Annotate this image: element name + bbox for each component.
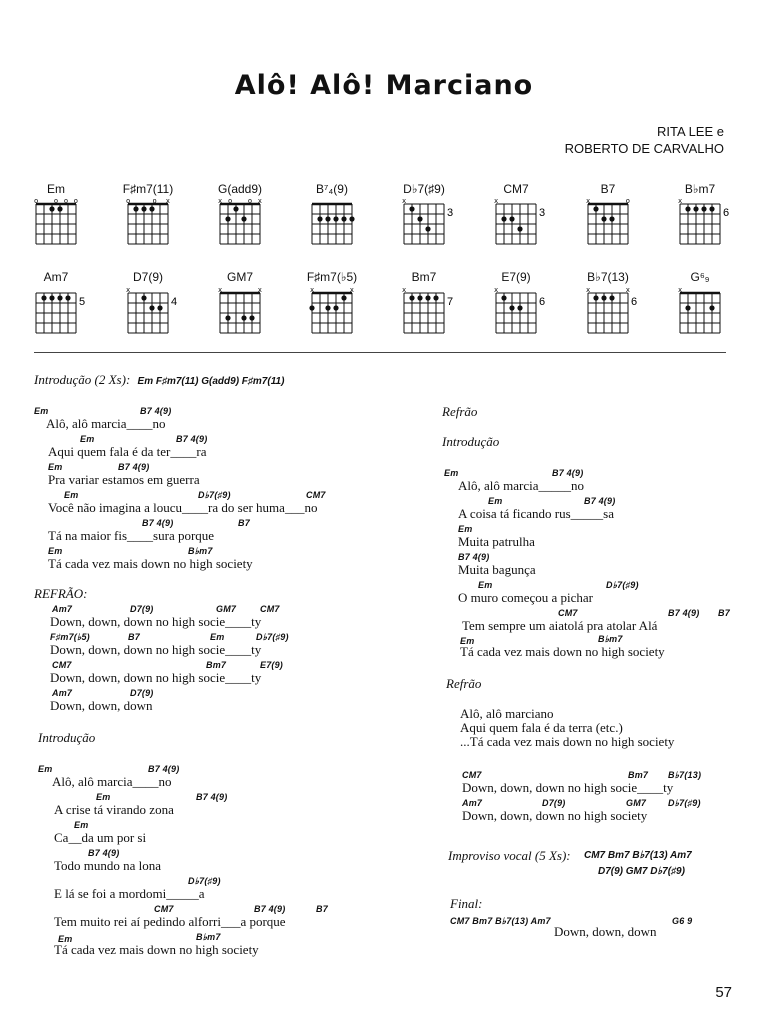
fret-number: 3 — [539, 207, 546, 219]
finger-dot — [141, 295, 146, 300]
section-label: Refrão — [446, 676, 482, 691]
chord-symbol: B7 4(9) — [88, 848, 120, 858]
finger-dot — [49, 295, 54, 300]
open-muted-markers: x x — [586, 286, 630, 294]
chord-diagram — [36, 198, 90, 248]
finger-dot — [57, 295, 62, 300]
chord-symbol: Em — [488, 496, 503, 506]
finger-dot — [409, 295, 414, 300]
chord-name: B♭m7 — [684, 182, 716, 196]
lyric-line: Tá cada vez mais down no high society — [460, 644, 665, 659]
chord-symbol: B7 4(9) — [584, 496, 616, 506]
chord-name: CM7 — [503, 182, 529, 196]
finger-dot — [225, 216, 230, 221]
chord-symbol: B7 — [238, 518, 250, 528]
open-muted-markers: x x — [218, 286, 262, 294]
finger-dot — [693, 206, 698, 211]
finger-dot — [685, 305, 690, 310]
section-label: Introdução — [442, 434, 500, 449]
chord-symbol: B7 4(9) — [196, 792, 228, 802]
chord-symbol: F♯m7(♭5) — [50, 632, 90, 642]
finger-dot — [241, 216, 246, 221]
chord-diagram — [220, 287, 274, 337]
lyric-line: Você não imagina a loucu____ra do ser huma___no — [48, 500, 318, 515]
chord-symbol: Bm7 — [206, 660, 227, 670]
chord-name: F♯m7(♭5) — [306, 270, 358, 284]
chord-symbol: B7 4(9) — [148, 764, 180, 774]
chord-diagram — [680, 287, 734, 337]
finger-dot — [593, 295, 598, 300]
open-muted-markers: x — [678, 286, 683, 294]
finger-dot — [517, 305, 522, 310]
chord-name: GM7 — [226, 270, 253, 284]
lyric-line: A coisa tá ficando rus_____sa — [458, 506, 614, 521]
chord-symbol: Em — [80, 434, 95, 444]
chord-diagram — [312, 287, 366, 337]
finger-dot — [609, 295, 614, 300]
lyric-line: Muita patrulha — [458, 534, 535, 549]
section-label: REFRÃO: — [34, 586, 88, 601]
chord-symbol: E7(9) — [260, 660, 284, 670]
chord-diagram — [588, 198, 642, 248]
finger-dot — [309, 305, 314, 310]
finger-dot — [593, 206, 598, 211]
finger-dot — [509, 305, 514, 310]
chord-diagram — [220, 198, 274, 248]
chord-symbol: B7 — [128, 632, 140, 642]
open-muted-markers: x — [494, 286, 499, 294]
chord-symbol: Em — [74, 820, 89, 830]
finger-dot — [325, 216, 330, 221]
lyric-line: Ca__da um por si — [54, 830, 147, 845]
author-line-1: RITA LEE e — [657, 124, 724, 139]
finger-dot — [333, 305, 338, 310]
lyric-line: E lá se foi a mordomi_____a — [54, 886, 205, 901]
lyric-line: A crise tá virando zona — [54, 802, 174, 817]
lyric-line: Down, down, down no high socie____ty — [50, 614, 262, 629]
chord-symbol: D♭7(♯9) — [606, 580, 639, 590]
section-label: Introdução — [38, 730, 96, 745]
chord-diagram — [404, 198, 458, 248]
author-line-2: ROBERTO DE CARVALHO — [564, 141, 724, 156]
chord-symbol: D♭7(♯9) — [256, 632, 289, 642]
lyric-line: Tem muito rei aí pedindo alforri___a porque — [54, 914, 286, 929]
lyric-line: Down, down, down no high socie____ty — [462, 780, 674, 795]
intro-chords: Em F♯m7(11) G(add9) F♯m7(11) — [137, 376, 285, 387]
fret-number: 3 — [447, 207, 454, 219]
chord-symbol: Em — [460, 636, 475, 646]
chord-diagram — [496, 198, 550, 248]
finger-dot — [57, 206, 62, 211]
chord-symbol: D7(9) — [130, 688, 154, 698]
finger-dot — [157, 305, 162, 310]
chord-name: B⁷₄(9) — [316, 182, 348, 196]
chord-symbol: Em — [34, 406, 49, 416]
lyric-line: Down, down, down no high socie____ty — [50, 670, 262, 685]
chord-symbol: B♭m7 — [196, 932, 221, 942]
finger-dot — [685, 206, 690, 211]
lyric-line: Aqui quem fala é da ter____ra — [48, 444, 207, 459]
finger-dot — [133, 206, 138, 211]
finger-dot — [709, 206, 714, 211]
section-label: Final: — [450, 896, 483, 911]
finger-dot — [601, 295, 606, 300]
finger-dot — [325, 305, 330, 310]
chord-symbol: B♭7(13) — [668, 770, 702, 780]
chord-name: G⁶₉ — [690, 270, 710, 284]
finger-dot — [509, 216, 514, 221]
lyric-line: Tem sempre um aiatolá pra atolar Alá — [462, 618, 658, 633]
chord-symbol: D7(9) — [542, 798, 566, 808]
chord-symbol: Am7 — [52, 688, 73, 698]
finger-dot — [341, 295, 346, 300]
fret-number: 6 — [723, 207, 730, 219]
chord-symbol: Em — [478, 580, 493, 590]
lyric-line: Aqui quem fala é da terra (etc.) — [460, 720, 623, 735]
open-muted-markers: x — [494, 197, 499, 205]
finger-dot — [65, 295, 70, 300]
chord-symbol: CM7 — [260, 604, 280, 614]
chord-diagrams — [0, 0, 768, 350]
chord-diagram — [588, 287, 642, 337]
chord-symbol: Em — [444, 468, 459, 478]
chord-symbol: Em — [96, 792, 111, 802]
chord-symbol: GM7 — [626, 798, 647, 808]
chord-diagram — [128, 287, 182, 337]
lyric-line: Muita bagunça — [458, 562, 536, 577]
lyric-line: Tá cada vez mais down no high society — [54, 942, 259, 957]
chord-symbol: B7 4(9) — [140, 406, 172, 416]
lyric-line: ...Tá cada vez mais down no high society — [460, 734, 675, 749]
chord-symbol: D♭7(♯9) — [198, 490, 231, 500]
chord-symbol: G6 9 — [672, 916, 693, 926]
finger-dot — [41, 295, 46, 300]
chord-symbol: Em — [38, 764, 53, 774]
finger-dot — [709, 305, 714, 310]
finger-dot — [241, 315, 246, 320]
song-title: Alô! Alô! Marciano — [234, 70, 534, 101]
chord-symbol: B7 — [718, 608, 730, 618]
finger-dot — [317, 216, 322, 221]
chord-symbol: Em — [64, 490, 79, 500]
fret-number: 6 — [539, 296, 546, 308]
open-muted-markers: x — [678, 197, 683, 205]
chord-symbol: Am7 — [52, 604, 73, 614]
chord-name: B♭7(13) — [587, 270, 629, 284]
chord-symbol: B7 4(9) — [458, 552, 490, 562]
chord-symbol: B7 — [316, 904, 328, 914]
chord-name: E7(9) — [501, 270, 531, 284]
chord-symbol: Bm7 — [628, 770, 649, 780]
chord-symbol: CM7 — [462, 770, 482, 780]
chord-symbol: CM7 — [154, 904, 174, 914]
lyric-line: Tá cada vez mais down no high society — [48, 556, 253, 571]
chord-symbol: B7 4(9) — [552, 468, 584, 478]
section-divider — [34, 352, 726, 353]
chord-diagram — [312, 198, 366, 248]
lyric-line: Alô, alô marcia____no — [52, 774, 172, 789]
chord-symbol: D♭7(♯9) — [188, 876, 221, 886]
chord-symbol: Am7 — [462, 798, 483, 808]
finger-dot — [501, 295, 506, 300]
lyric-line: Alô, alô marciano — [460, 706, 554, 721]
chord-diagram — [404, 287, 458, 337]
open-muted-markers: o ox — [126, 197, 170, 205]
chord-name: F♯m7(11) — [122, 182, 174, 196]
lyric-line: Todo mundo na lona — [54, 858, 162, 873]
lyric-line: Down, down, down no high society — [462, 808, 648, 823]
finger-dot — [501, 216, 506, 221]
finger-dot — [149, 206, 154, 211]
finger-dot — [49, 206, 54, 211]
finger-dot — [425, 226, 430, 231]
fret-number: 7 — [447, 296, 454, 308]
chord-name: D♭7(♯9) — [403, 182, 445, 196]
chord-symbol: Em — [210, 632, 225, 642]
chord-diagram — [36, 287, 90, 337]
finger-dot — [609, 216, 614, 221]
finger-dot — [333, 216, 338, 221]
finger-dot — [349, 216, 354, 221]
lyric-line: Down, down, down — [50, 698, 153, 713]
finger-dot — [409, 206, 414, 211]
chord-name: G(add9) — [217, 182, 263, 196]
finger-dot — [433, 295, 438, 300]
chord-symbol: Em — [458, 524, 473, 534]
section-label: Refrão — [442, 404, 478, 419]
open-muted-markers: x — [126, 286, 131, 294]
open-muted-markers: x o — [586, 197, 630, 205]
chord-sequence: D7(9) GM7 D♭7(♯9) — [598, 866, 685, 877]
finger-dot — [417, 216, 422, 221]
lyric-line: Pra variar estamos em guerra — [48, 472, 200, 487]
finger-dot — [601, 216, 606, 221]
open-muted-markers: x — [402, 286, 407, 294]
chord-diagram — [128, 198, 182, 248]
chord-symbol: Em — [48, 546, 63, 556]
finger-dot — [149, 305, 154, 310]
chord-symbol: B7 4(9) — [142, 518, 174, 528]
fret-number: 5 — [79, 296, 86, 308]
open-muted-markers: xo ox — [218, 197, 262, 205]
open-muted-markers: x — [402, 197, 407, 205]
chord-name: B7 — [600, 182, 616, 196]
chord-symbol: B7 4(9) — [118, 462, 150, 472]
chord-name: Am7 — [43, 270, 69, 284]
page-number: 57 — [715, 984, 732, 1001]
chord-diagram — [496, 287, 550, 337]
lyric-line: Alô, alô marcia_____no — [458, 478, 584, 493]
chord-symbol: D♭7(♯9) — [668, 798, 701, 808]
section-label: Improviso vocal (5 Xs): — [448, 848, 571, 863]
fret-number: 4 — [171, 296, 178, 308]
chord-symbol: CM7 — [558, 608, 578, 618]
chord-symbol: CM7 — [52, 660, 72, 670]
lyric-line: Down, down, down — [554, 924, 657, 939]
finger-dot — [249, 315, 254, 320]
finger-dot — [517, 226, 522, 231]
open-muted-markers: o ooo — [34, 197, 78, 205]
chord-symbol: Em — [48, 462, 63, 472]
finger-dot — [233, 206, 238, 211]
lyric-line: Alô, alô marcia____no — [46, 416, 166, 431]
finger-dot — [341, 216, 346, 221]
chord-symbol: CM7 — [306, 490, 326, 500]
finger-dot — [141, 206, 146, 211]
chord-symbol: Em — [58, 934, 73, 944]
chord-symbol: B♭m7 — [598, 634, 623, 644]
fret-number: 6 — [631, 296, 638, 308]
open-muted-markers: x x — [310, 286, 354, 294]
chord-symbol: D7(9) — [130, 604, 154, 614]
chord-diagram — [680, 198, 734, 248]
chord-symbol: B7 4(9) — [668, 608, 700, 618]
finger-dot — [225, 315, 230, 320]
chord-symbol: B7 4(9) — [176, 434, 208, 444]
chord-name: Bm7 — [411, 270, 437, 284]
chord-symbol: B7 4(9) — [254, 904, 286, 914]
intro-label: Introdução (2 Xs): — [34, 372, 131, 387]
chord-symbol: B♭m7 — [188, 546, 213, 556]
finger-dot — [425, 295, 430, 300]
lyric-line: O muro começou a pichar — [458, 590, 594, 605]
finger-dot — [701, 206, 706, 211]
chord-sequence: CM7 Bm7 B♭7(13) Am7 — [584, 850, 692, 861]
chord-symbol: GM7 — [216, 604, 237, 614]
intro-line — [34, 372, 284, 388]
chord-name: Em — [47, 182, 65, 196]
lyric-line: Down, down, down no high socie____ty — [50, 642, 262, 657]
chord-name: D7(9) — [132, 270, 163, 284]
finger-dot — [417, 295, 422, 300]
lyric-line: Tá na maior fis____sura porque — [48, 528, 215, 543]
chord-symbol: CM7 Bm7 B♭7(13) Am7 — [450, 916, 551, 926]
